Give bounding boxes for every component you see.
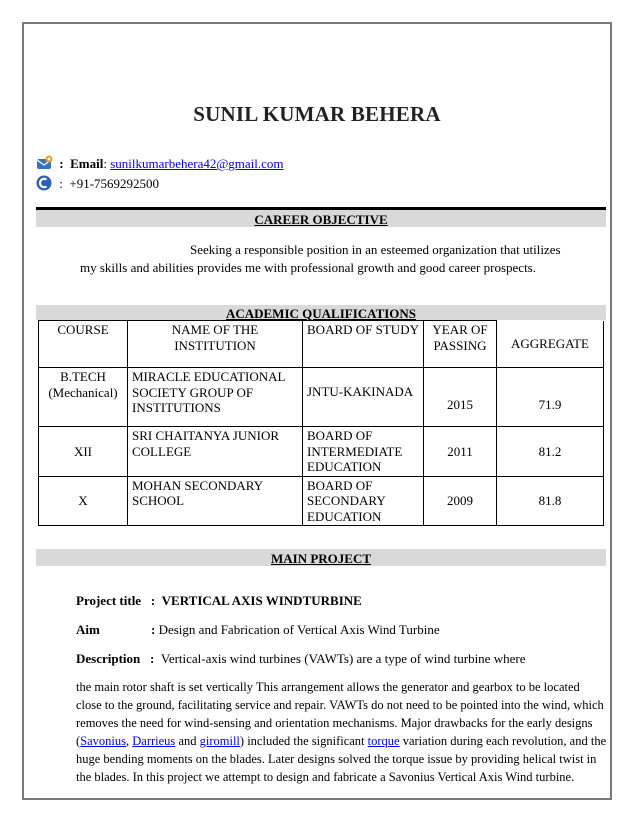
header-institution: NAME OF THE INSTITUTION bbox=[128, 321, 303, 368]
header-course: COURSE bbox=[39, 321, 128, 368]
table-row bbox=[39, 427, 604, 477]
project-title-label: Project title bbox=[76, 593, 142, 608]
description-label: Description bbox=[76, 651, 141, 666]
year-cell: 2015 bbox=[424, 368, 497, 427]
institution-cell: MIRACLE EDUCATIONAL SOCIETY GROUP OF INSTITUTIONS bbox=[128, 368, 303, 427]
aggregate-cell: 81.2 bbox=[497, 427, 604, 477]
project-description-body: the main rotor shaft is set vertically This arrangement allows the generator and gearbox to be located close to the ground, facilitating service and repair. VAWTs do not need to be pointed into the wind, which removes the need for wind-sensing and orientation mechanisms. Major drawbacks for the early designs (Savonius, Darrieus and giromill) included the significant torque variation during each revolution, and the huge bending moments on the blades. Later designs solved the torque issue by providing helical twist in the blades. In this project we attempt to design and fabricate a Savonius Vertical Axis Wind turbine. bbox=[76, 680, 607, 784]
header-year: YEAR OF PASSING bbox=[424, 321, 497, 368]
academic-heading: ACADEMIC QUALIFICATIONS bbox=[36, 305, 606, 320]
phone-number: +91-7569292500 bbox=[69, 176, 160, 191]
email-row: : Email: sunilkumarbehera42@gmail.com bbox=[36, 155, 284, 172]
description-first-line: Vertical-axis wind turbines (VAWTs) are a type of wind turbine where bbox=[160, 651, 526, 666]
phone-row: : +91-7569292500 bbox=[36, 175, 159, 192]
aggregate-cell: 81.8 bbox=[497, 476, 604, 526]
aim-label: Aim bbox=[76, 622, 100, 637]
table-row bbox=[39, 476, 604, 526]
email-icon bbox=[36, 155, 54, 171]
main-project-heading: MAIN PROJECT bbox=[36, 549, 606, 566]
project-aim-row: Aim : Design and Fabrication of Vertical Axis Wind Turbine bbox=[76, 622, 440, 637]
project-description-row: Description : Vertical-axis wind turbines (VAWTs) are a type of wind turbine where bbox=[76, 651, 526, 666]
email-link[interactable]: sunilkumarbehera42@gmail.com bbox=[110, 156, 284, 171]
year-cell: 2011 bbox=[424, 427, 497, 477]
candidate-name: SUNIL KUMAR BEHERA bbox=[193, 102, 441, 126]
resume-page bbox=[22, 22, 612, 800]
aggregate-cell: 71.9 bbox=[497, 368, 604, 427]
darrieus-link[interactable]: Darrieus bbox=[132, 734, 176, 748]
torque-link[interactable]: torque bbox=[367, 734, 400, 748]
year-cell: 2009 bbox=[424, 476, 497, 526]
table-header-row bbox=[39, 321, 604, 368]
project-title: VERTICAL AXIS WINDTURBINE bbox=[161, 593, 362, 608]
project-title-row: Project title : VERTICAL AXIS WINDTURBINE bbox=[76, 593, 362, 608]
email-label: Email bbox=[70, 156, 104, 171]
course-cell: X bbox=[39, 476, 128, 526]
header-aggregate: AGGREGATE bbox=[497, 321, 604, 368]
phone-icon bbox=[36, 175, 54, 191]
savonius-link[interactable]: Savonius bbox=[80, 734, 127, 748]
course-cell: XII bbox=[39, 427, 128, 477]
career-objective-text: Seeking a responsible position in an esteemed organization that utilizes my skills and abilities provides me with professional growth and good career prospects. bbox=[80, 242, 561, 275]
institution-cell: SRI CHAITANYA JUNIOR COLLEGE bbox=[128, 427, 303, 477]
board-cell: BOARD OF SECONDARY EDUCATION bbox=[303, 476, 424, 526]
table-row bbox=[39, 368, 604, 427]
header-board: BOARD OF STUDY bbox=[303, 321, 424, 368]
board-cell: JNTU-KAKINADA bbox=[303, 368, 424, 427]
career-objective-heading: CAREER OBJECTIVE bbox=[36, 207, 606, 227]
institution-cell: MOHAN SECONDARY SCHOOL bbox=[128, 476, 303, 526]
course-cell: B.TECH (Mechanical) bbox=[39, 368, 128, 427]
aim-text: Design and Fabrication of Vertical Axis Wind Turbine bbox=[158, 622, 440, 637]
academic-table bbox=[38, 320, 604, 526]
giromill-link[interactable]: giromill bbox=[199, 734, 240, 748]
board-cell: BOARD OF INTERMEDIATE EDUCATION bbox=[303, 427, 424, 477]
